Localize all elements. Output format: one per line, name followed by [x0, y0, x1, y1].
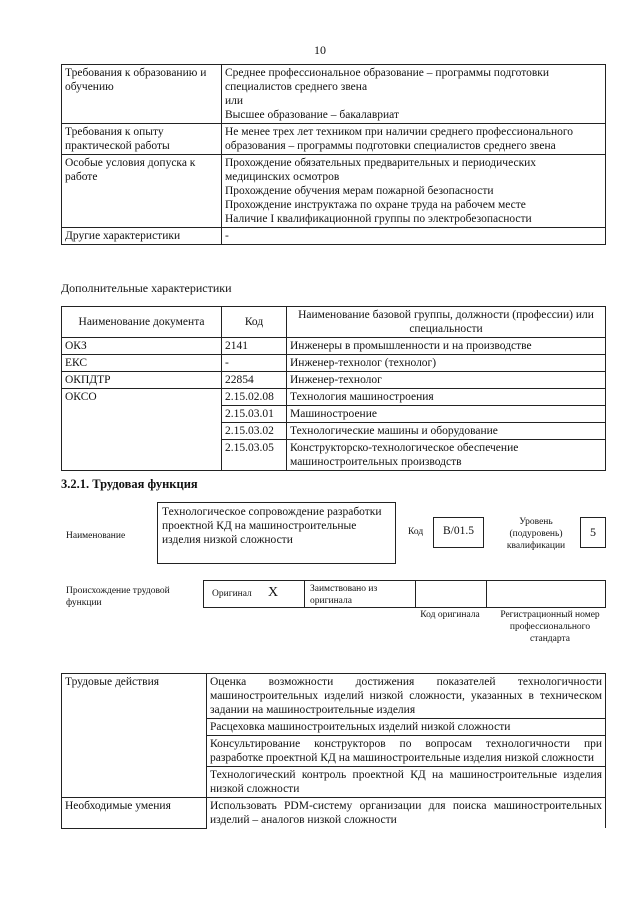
- function-name-box: Технологическое сопровождение разработки проектной КД на машиностроительные изделия низкой сложности: [157, 502, 396, 564]
- table-row: [62, 65, 606, 124]
- value-line: Высшее образование – бакалавриат: [225, 109, 399, 121]
- level-label: Уровень (подуровень) квалификации: [506, 517, 566, 551]
- origin-label: Происхождение трудовой функции: [66, 586, 170, 608]
- code-value-box: B/01.5: [433, 517, 484, 548]
- name-label: Наименование: [66, 531, 126, 541]
- table-row: [62, 338, 606, 355]
- row-label: Необходимые умения: [62, 798, 207, 829]
- name-cell: Технологические машины и оборудование: [287, 423, 606, 440]
- row-value: [222, 155, 606, 228]
- code-cell: 2.15.03.02: [222, 423, 287, 440]
- table-row: [62, 124, 606, 155]
- table-row: [62, 372, 606, 389]
- value-line: Наличие I квалификационной группы по электробезопасности: [225, 213, 532, 225]
- table-row: [62, 155, 606, 228]
- table-row: [62, 389, 606, 406]
- code-cell: 2.15.03.01: [222, 406, 287, 423]
- row-label: Трудовые действия: [62, 674, 207, 798]
- doc-cell: ЕКС: [62, 355, 222, 372]
- row-label: Особые условия допуска к работе: [62, 155, 222, 228]
- code-cell: 22854: [222, 372, 287, 389]
- value-line: или: [225, 95, 244, 107]
- doc-cell: ОКЗ: [62, 338, 222, 355]
- divider: [304, 580, 305, 608]
- code-cell: 2.15.03.05: [222, 440, 287, 471]
- divider: [415, 580, 416, 608]
- divider: [486, 580, 487, 608]
- value-line: Прохождение обучения мерам пожарной безопасности: [225, 185, 494, 197]
- doc-cell: ОКПДТР: [62, 372, 222, 389]
- action-item: Расцеховка машиностроительных изделий низкой сложности: [207, 719, 606, 736]
- name-cell: Технология машиностроения: [287, 389, 606, 406]
- row-label: Требования к образованию и обучению: [62, 65, 222, 124]
- skill-item: Использовать PDM-систему организации для поиска машиностроительных изделий – аналогов низкой сложности: [207, 798, 606, 829]
- code-original-label: Код оригинала: [420, 610, 480, 620]
- row-value: -: [222, 228, 606, 245]
- row-value: [222, 65, 606, 124]
- col-header: Наименование базовой группы, должности (профессии) или специальности: [287, 307, 606, 338]
- table-row: [62, 798, 606, 829]
- value-line: Среднее профессиональное образование – программы подготовки специалистов среднего звена: [225, 67, 550, 93]
- name-cell: Конструкторско-технологическое обеспечение машиностроительных производств: [287, 440, 606, 471]
- code-cell: -: [222, 355, 287, 372]
- additional-title: Дополнительные характеристики: [61, 281, 232, 295]
- registration-label: Регистрационный номер профессионального стандарта: [500, 610, 600, 644]
- value-line: Прохождение инструктажа по охране труда на рабочем месте: [225, 199, 526, 211]
- table-header-row: [62, 307, 606, 338]
- name-cell: Инженеры в промышленности и на производстве: [287, 338, 606, 355]
- table-row: [62, 228, 606, 245]
- additional-table: [61, 306, 606, 471]
- table-row: [62, 355, 606, 372]
- row-label: Требования к опыту практической работы: [62, 124, 222, 155]
- action-item: Технологический контроль проектной КД на машиностроительные изделия низкой сложности: [207, 767, 606, 798]
- table-row: [62, 674, 606, 719]
- level-value-box: 5: [580, 517, 606, 548]
- col-header: Код: [222, 307, 287, 338]
- code-cell: 2.15.02.08: [222, 389, 287, 406]
- row-value: [222, 124, 606, 155]
- action-item: Консультирование конструкторов по вопросам технологичности при разработке проектной КД на машиностроительные изделия низкой сложности: [207, 736, 606, 767]
- actions-table: [61, 673, 606, 829]
- name-cell: Инженер-технолог (технолог): [287, 355, 606, 372]
- section-heading: 3.2.1. Трудовая функция: [61, 477, 198, 491]
- code-cell: 2141: [222, 338, 287, 355]
- code-label: Код: [408, 527, 424, 537]
- action-item: Оценка возможности достижения показателей технологичности машиностроительных изделий низкой сложности, указанных в техническом задании на машиностроительные изделия: [207, 674, 606, 719]
- name-cell: Машиностроение: [287, 406, 606, 423]
- value-line: Не менее трех лет техником при наличии среднего профессионального образования – программы подготовки специалистов среднего звена: [225, 126, 574, 152]
- name-cell: Инженер-технолог: [287, 372, 606, 389]
- requirements-table: [61, 64, 606, 245]
- borrowed-label: Заимствовано из оригинала: [310, 584, 378, 606]
- value-line: Прохождение обязательных предварительных и периодических медицинских осмотров: [225, 157, 537, 183]
- original-label: Оригинал: [212, 589, 252, 599]
- page-number: 10: [314, 43, 326, 57]
- origin-row: [203, 580, 606, 608]
- original-mark: X: [268, 585, 279, 600]
- doc-cell: ОКСО: [62, 389, 222, 471]
- col-header: Наименование документа: [62, 307, 222, 338]
- row-label: Другие характеристики: [62, 228, 222, 245]
